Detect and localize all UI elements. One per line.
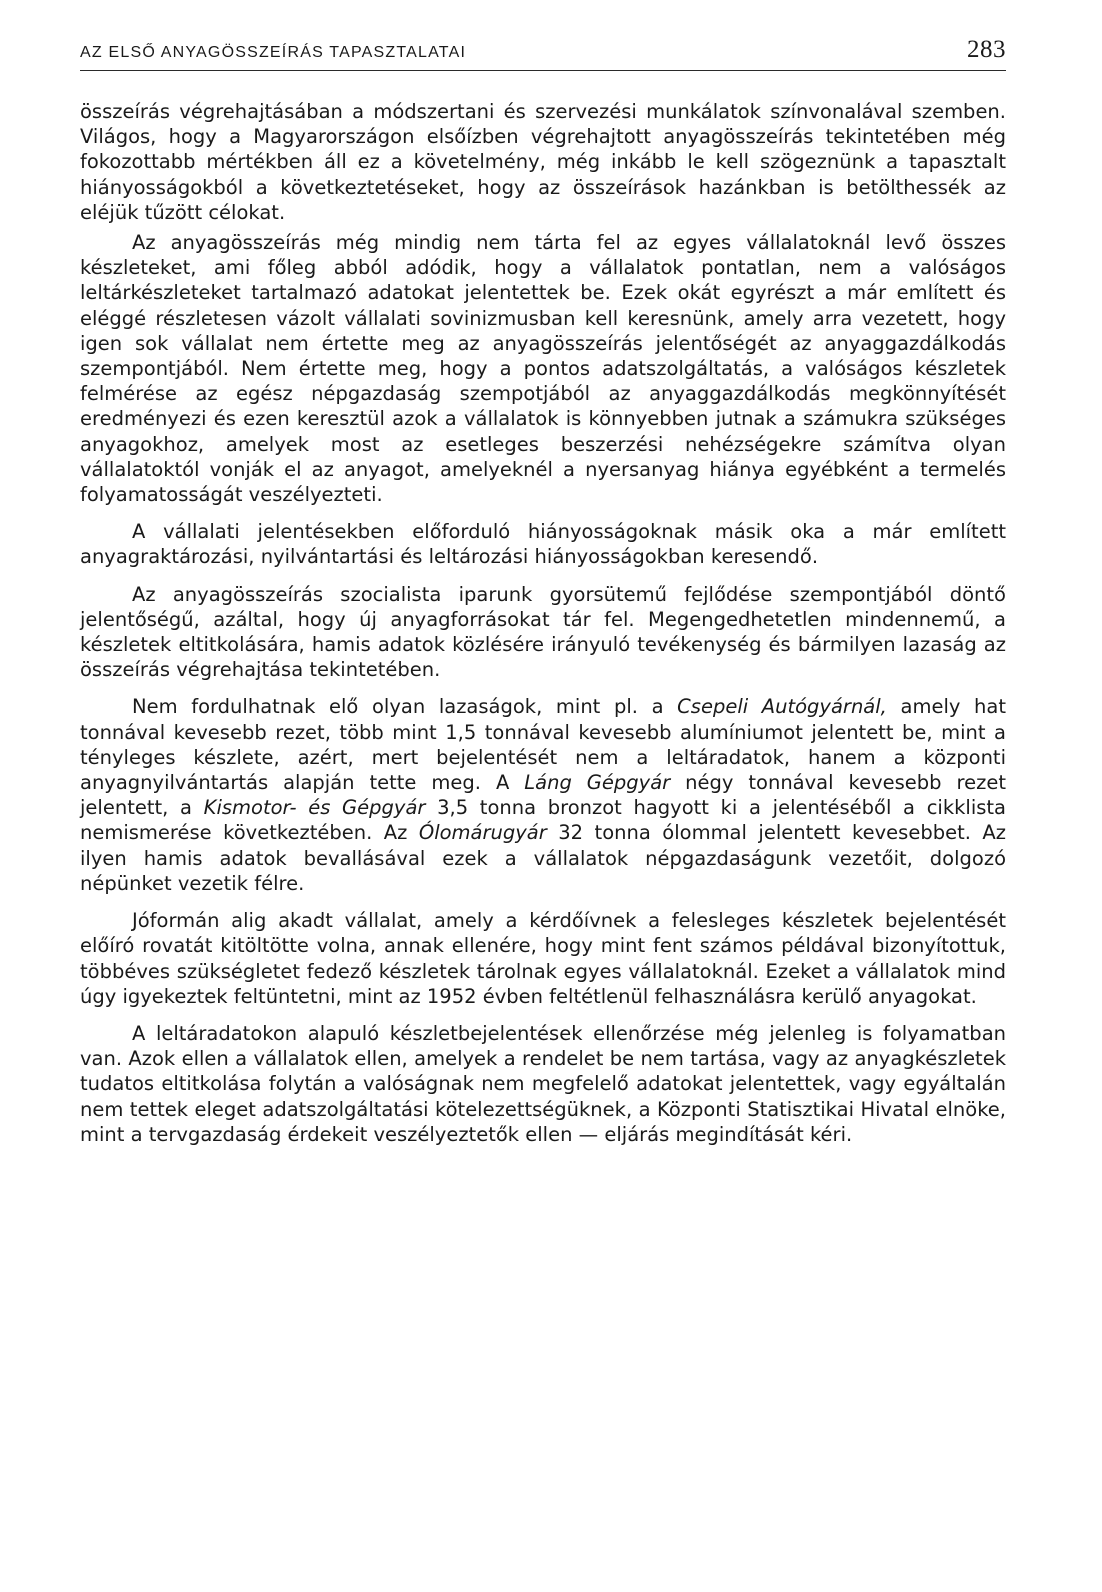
- text-run: 3,5 tonna bronzot hagyott ki a jelentéséből a cikklista nemismerése következtében. Az: [80, 796, 1007, 845]
- text-run: Nem fordulhatnak elő olyan lazaságok, mint pl. a: [132, 695, 678, 719]
- company-name: Láng Gépgyár: [524, 771, 671, 795]
- text-run: 32 tonna ólommal jelentett kevesebbet. Az ilyen hamis adatok bevallásával ezek a vállalatok népgazdaságunk vezetőit, dolgozó népünket vezetik félre.: [80, 821, 1006, 895]
- paragraph-1: összeírás végrehajtásában a módszertani és szervezési munkálatok színvonalával szemben. Világos, hogy a Magyarországon elsőízben végrehajtott anyagösszeírás tekintetében még fokozottabb mértékben áll ez a követelmény, még inkább le kell szögeznünk a tapasztalt hiányosságokból a következtetéseket, hogy az összeírások hazánkban is betölthessék az eléjük tűzött célokat.: [80, 100, 1006, 224]
- text-run: négy tonnával kevesebb rezet jelentett, a: [80, 771, 1006, 820]
- running-header: [80, 36, 1006, 71]
- company-name: Csepeli Autógyárnál,: [677, 695, 887, 719]
- paragraph-4: Az anyagösszeírás szocialista iparunk gyorsütemű fejlődése szempontjából döntő jelentőségű, azáltal, hogy új anyagforrásokat tár fel. Megengedhetetlen mindennemű, a készletek eltitkolására, hamis adatok közlésére irányuló tevékenység és bármilyen lazaság az összeírás végrehajtása tekintetében.: [80, 582, 1006, 682]
- text-run: amely hat tonnával kevesebb rezet, több mint 1,5 tonnával kevesebb alumíniumot jelentett be, mint a tényleges készlete, azért, mert bejelentését nem a leltáradatok, hanem a központi anyagnyilvántartás alapján tette meg. A: [80, 695, 1006, 795]
- company-name: Kismotor- és Gépgyár: [203, 796, 426, 820]
- paragraph-3: A vállalati jelentésekben előforduló hiányosságoknak másik oka a már említett anyagraktározási, nyilvántartási és leltározási hiányosságokban keresendő.: [80, 520, 1006, 569]
- paragraph-7: A leltáradatokon alapuló készletbejelentések ellenőrzése még jelenleg is folyamatban van. Azok ellen a vállalatok ellen, amelyek a rendelet be nem tartása, vagy az anyagkészletek tudatos eltitkolása folytán a valóságnak nem megfelelő adatokat jelentettek, vagy egyáltalán nem tettek eleget adatszolgáltatási kötelezettségüknek, a Központi Statisztikai Hivatal elnöke, mint a tervgazdaság érdekeit veszélyeztetők ellen — eljárás megindítását kéri.: [80, 1021, 1006, 1146]
- paragraph-5: [80, 694, 1006, 896]
- paragraph-6: Jóformán alig akadt vállalat, amely a kérdőívnek a felesleges készletek bejelentését előíró rovatát kitöltötte volna, annak ellenére, hogy mint fent számos példával bizonyítottuk, többéves szükségletet fedező készletek tárolnak egyes vállalatoknál. Ezeket a vállalatok mind úgy igyekeztek feltüntetni, mint az 1952 évben feltétlenül felhasználásra kerülő anyagokat.: [80, 909, 1006, 1008]
- body-text: [80, 99, 1006, 1147]
- company-name: Ólomárugyár: [418, 821, 547, 845]
- running-title: AZ ELSŐ ANYAGÖSSZEÍRÁS TAPASZTALATAI: [80, 44, 467, 61]
- paragraph-2: Az anyagösszeírás még mindig nem tárta fel az egyes vállalatoknál levő összes készleteket, ami főleg abból adódik, hogy a vállalatok pontatlan, nem a valóságos leltárkészleteket tartalmazó adatokat jelentettek be. Ezek okát egyrészt a már említett és eléggé részletesen vázolt vállalati sovinizmusban kell keresnünk, amely arra vezetett, hogy igen sok vállalat nem értette meg az anyagösszeírás jelentőségét az anyaggazdálkodás szempontjából. Nem értette meg, hogy a pontos adatszolgáltatás, a valóságos készletek felmérése az egész népgazdaság szempotjából az anyaggazdálkodás megkönnyítését eredményezi és ezen keresztül azok a vállalatok is könnyebben jutnak a számukra szükséges anyagokhoz, amelyek most az esetleges beszerzési nehézségekre számítva olyan vállalatoktól vonják el az anyagot, amelyeknél a nyersanyag hiánya egyébként a termelés folyamatosságát veszélyezteti.: [80, 231, 1006, 507]
- page-number: 283: [967, 36, 1006, 63]
- book-page: [80, 36, 1006, 1147]
